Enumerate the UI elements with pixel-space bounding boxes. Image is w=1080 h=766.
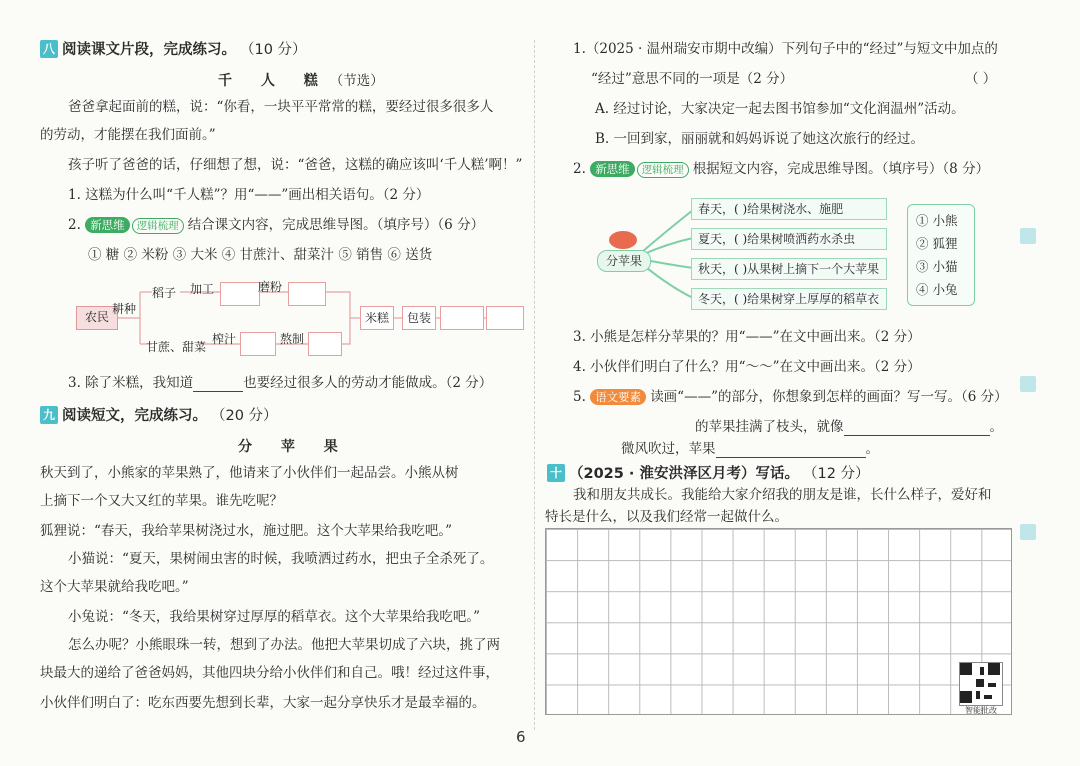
juice-label: 榨汁 [212,332,237,346]
paragraph: 这个大苹果就给我吃吧。” [40,579,189,595]
answer-blank[interactable] [716,443,866,458]
story-title: 千 人 糕（节选） [218,73,384,89]
paragraph: 小兔说：“冬天，我给果树穿过厚厚的稻草衣。这个大苹果给我吃吧。” [68,609,481,625]
answer-box[interactable] [486,306,524,330]
paragraph: 上摘下一个又大又红的苹果。谁先吃呢？ [40,493,283,509]
answer-box[interactable] [240,332,276,356]
right-page [545,0,1015,766]
section-number: 九 [40,406,58,424]
section-title: 阅读短文，完成练习。 [62,408,207,424]
write-line-1: 的苹果挂满了枝头，就像 。 [695,419,1003,435]
options-list: ① 糖 ② 米粉 ③ 大米 ④ 甘蔗汁、甜菜汁 ⑤ 销售 ⑥ 送货 [88,247,433,263]
language-element-badge: 语文要素 [590,389,646,405]
page-divider [534,40,535,730]
section-score: （12 分） [802,466,870,482]
sugar-label: 甘蔗、甜菜 [146,340,207,354]
answer-box[interactable] [440,306,484,330]
side-tab [1020,376,1036,392]
section-title: 阅读课文片段，完成练习。 [62,42,236,58]
mind-map-item: 秋天，( )从果树上摘下一个大苹果 [691,258,887,280]
page-number: 6 [516,728,526,746]
answer-box[interactable] [288,282,326,306]
right-question-4: 4. 小伙伴们明白了什么？用“～～”在文中画出来。（2 分） [573,359,921,375]
right-question-1: 1.（2025 · 温州瑞安市期中改编）下列句子中的“经过”与短文中加点的 [573,41,998,57]
answer-blank[interactable] [844,421,990,436]
process-label: 加工 [190,282,215,296]
paragraph: 狐狸说：“春天，我给苹果树浇过水，施过肥。这个大苹果给我吃吧。” [40,523,453,539]
section-score: （10 分） [240,42,307,58]
paragraph: 的劳动，才能摆在我们面前。” [40,127,216,143]
answer-box[interactable] [220,282,260,306]
mind-map-item: 夏天，( )给果树喷洒药水杀虫 [691,228,887,250]
option-a: A. 经过讨论，大家决定一起去图书馆参加“文化润温州”活动。 [595,101,965,117]
side-tab [1020,524,1036,540]
section-score: （20 分） [211,408,278,424]
paragraph: 爸爸拿起面前的糕，说：“你看，一块平平常常的糕，要经过很多很多人 [68,99,494,115]
writing-prompt: 我和朋友共成长。我能给大家介绍我的朋友是谁，长什么样子，爱好和 [573,487,992,503]
mind-map-item: 冬天，( )给果树穿上厚厚的稻草衣 [691,288,887,310]
boil-label: 熬制 [280,332,305,346]
writing-prompt: 特长是什么，以及我们经常一起做什么。 [545,509,788,525]
new-thinking-badge: 新思维 [590,161,635,177]
mind-map-item: 春天，( )给果树浇水、施肥 [691,198,887,220]
new-thinking-badge: 新思维 [85,217,130,233]
paragraph: 块最大的递给了爸爸妈妈，其他四块分给小伙伴们和自己。哦！经过这件事， [40,665,499,681]
question-3: 3. 除了米糕，我知道 也要经过很多人的劳动才能做成。（2 分） [68,375,493,391]
farmer-node: 农民 [76,306,118,330]
writing-grid[interactable] [545,528,1012,715]
write-line-2: 微风吹过，苹果 。 [621,441,879,457]
story-title: 分 苹 果 [238,439,350,455]
mill-label: 磨粉 [258,280,283,294]
qr-code-icon [959,662,1003,706]
question-1: 1. 这糕为什么叫“千人糕”？用“——”画出相关语句。（2 分） [68,187,430,203]
right-question-3: 3. 小熊是怎样分苹果的？用“——”在文中画出来。（2 分） [573,329,921,345]
apple-icon [609,231,637,249]
section-title: （2025 · 淮安洪泽区月考）写话。 [569,466,799,482]
left-page [40,0,528,766]
side-tab [1020,228,1036,244]
paragraph: 怎么办呢？小熊眼珠一转，想到了办法。他把大苹果切成了六块，挑了两 [68,637,500,653]
question-2: 2. 新思维 逻辑梳理 结合课文内容，完成思维导图。（填序号）（6 分） [68,217,485,233]
rice-label: 稻子 [152,286,177,300]
right-question-1-cont: “经过”意思不同的一项是（2 分） [591,71,794,87]
pack-node: 包装 [402,306,436,330]
answer-paren[interactable]: （ ） [965,71,997,87]
paragraph: 小伙伴们明白了：吃东西要先想到长辈，大家一起分享快乐才是最幸福的。 [40,695,486,711]
answer-blank[interactable] [193,377,243,392]
paragraph: 孩子听了爸爸的话，仔细想了想，说：“爸爸，这糕的确应该叫‘千人糕’啊！” [68,157,523,173]
right-question-2: 2. 新思维 逻辑梳理 根据短文内容，完成思维导图。（填序号）（8 分） [573,161,990,177]
section-8-header [40,38,307,59]
answer-box[interactable] [308,332,342,356]
section-10-header [547,462,870,483]
section-9-header [40,404,278,425]
section-number: 八 [40,40,58,58]
logic-badge: 逻辑梳理 [637,162,689,178]
logic-badge: 逻辑梳理 [132,218,184,234]
right-question-5: 5. 语文要素 读画“——”的部分，你想象到怎样的画面？写一写。（6 分） [573,389,1008,405]
mind-map-center: 分苹果 [597,250,651,272]
paragraph: 小猫说：“夏天，果树闹虫害的时候，我喷洒过药水，把虫子全杀死了。 [68,551,494,567]
paragraph: 秋天到了，小熊家的苹果熟了，他请来了小伙伴们一起品尝。小熊从树 [40,465,459,481]
animal-list: ① 小熊 ② 狐狸 ③ 小猫 ④ 小兔 [907,204,975,306]
section-number: 十 [547,464,565,482]
qr-label: 智能批改 [965,706,997,715]
option-b: B. 一回到家，丽丽就和妈妈诉说了她这次旅行的经过。 [595,131,925,147]
cake-node: 米糕 [360,306,394,330]
plant-label: 耕种 [112,302,137,316]
